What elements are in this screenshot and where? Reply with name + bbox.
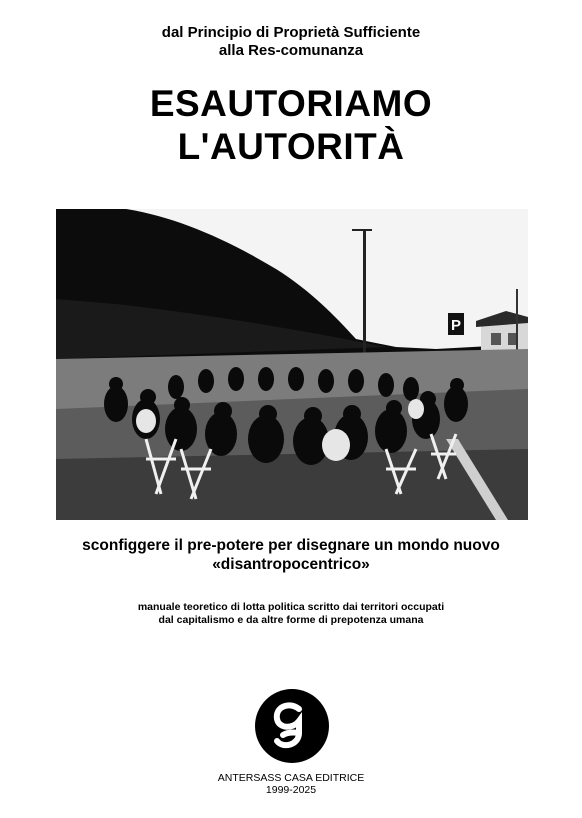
cover-photo <box>56 209 528 520</box>
publisher-years: 1999-2025 <box>265 784 317 796</box>
publisher-logo-icon <box>255 689 329 763</box>
supertitle <box>0 24 582 60</box>
description-line-2: dal capitalismo e da altre forme di prepotenza umana <box>158 614 424 626</box>
book-title-line-1: ESAUTORIAMO <box>149 83 433 124</box>
publisher-name: ANTERSASS CASA EDITRICE <box>217 772 365 784</box>
cover-photo-illustration <box>56 209 528 520</box>
book-title-line-2: L'AUTORITÀ <box>177 126 405 167</box>
supertitle-line-1: dal Principio di Proprietà Sufficiente <box>161 24 421 41</box>
publisher-info <box>0 772 582 796</box>
description <box>0 601 582 627</box>
supertitle-line-2: alla Res-comunanza <box>218 42 364 59</box>
book-title <box>0 82 582 168</box>
subtitle-line-2: «disantropocentrico» <box>212 556 370 573</box>
parking-sign: P <box>450 317 462 334</box>
subtitle <box>0 536 582 574</box>
subtitle-line-1: sconfiggere il pre-potere per disegnare un mondo nuovo <box>82 537 500 554</box>
description-line-1: manuale teoretico di lotta politica scritto dai territori occupati <box>137 601 445 613</box>
